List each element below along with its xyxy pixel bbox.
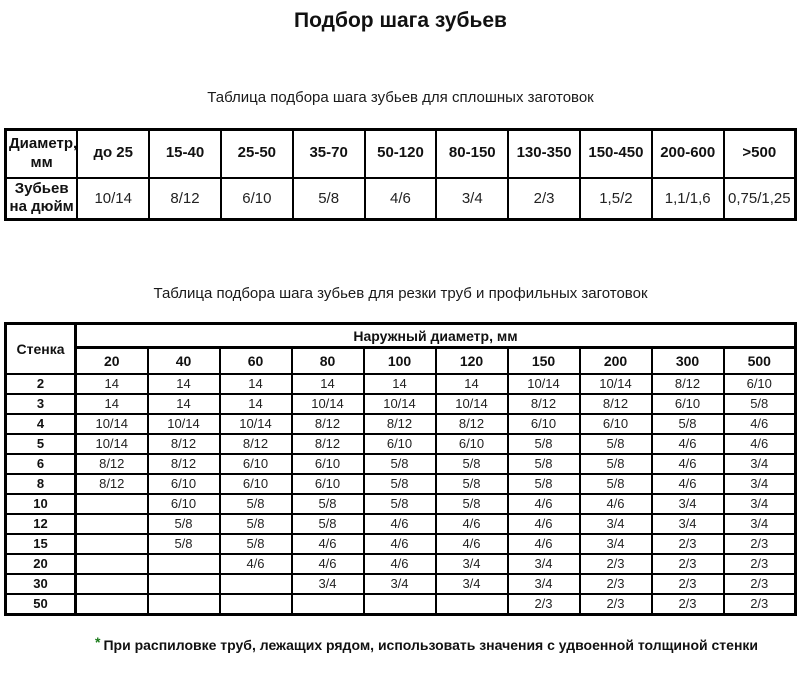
teeth-pitch-cell: 6/10 [148,474,220,494]
teeth-pitch-cell: 6/10 [508,414,580,434]
pipe-table-row [6,534,796,554]
teeth-pitch-cell: 5/8 [364,454,436,474]
teeth-pitch-cell: 5/8 [580,434,652,454]
teeth-pitch-cell: 4/6 [724,414,796,434]
teeth-pitch-cell: 6/10 [220,454,292,474]
outer-diameter-header: 60 [220,348,292,374]
teeth-pitch-cell: 6/10 [220,474,292,494]
outer-diameter-header: 80 [292,348,364,374]
diameter-range-header: 50-120 [365,130,437,178]
teeth-pitch-cell [76,594,148,615]
teeth-pitch-cell: 2/3 [652,594,724,615]
teeth-pitch-cell: 4/6 [220,554,292,574]
teeth-pitch-cell: 4/6 [508,514,580,534]
pipe-group-header-row [6,324,796,348]
teeth-pitch-cell: 8/12 [508,394,580,414]
teeth-pitch-cell: 5/8 [508,434,580,454]
wall-thickness-cell: 12 [6,514,76,534]
teeth-pitch-cell: 14 [364,374,436,394]
teeth-pitch-cell: 5/8 [652,414,724,434]
pipe-table-row [6,594,796,615]
wall-thickness-corner-header: Стенка [6,324,76,374]
teeth-pitch-cell [436,594,508,615]
teeth-pitch-cell: 5/8 [220,514,292,534]
teeth-pitch-cell: 5/8 [436,454,508,474]
teeth-pitch-cell: 5/8 [220,494,292,514]
teeth-pitch-cell: 14 [148,394,220,414]
pipe-table-row [6,514,796,534]
teeth-pitch-cell: 3/4 [580,514,652,534]
teeth-pitch-cell: 4/6 [292,534,364,554]
pipe-column-header-row [6,348,796,374]
diameter-range-header: 130-350 [508,130,580,178]
teeth-pitch-cell: 6/10 [364,434,436,454]
teeth-pitch-cell: 2/3 [580,594,652,615]
teeth-pitch-cell: 10/14 [220,414,292,434]
teeth-pitch-cell: 5/8 [148,514,220,534]
teeth-pitch-cell: 4/6 [364,534,436,554]
outer-diameter-header: 100 [364,348,436,374]
teeth-pitch-cell: 3/4 [508,574,580,594]
teeth-pitch-cell [220,594,292,615]
teeth-pitch-cell: 2/3 [724,534,796,554]
teeth-pitch-cell: 5/8 [508,454,580,474]
teeth-pitch-cell: 10/14 [148,414,220,434]
teeth-pitch-cell: 3/4 [724,494,796,514]
teeth-pitch-cell: 10/14 [77,178,149,220]
teeth-pitch-cell: 8/12 [436,414,508,434]
teeth-per-inch-row-header: Зубьев на дюйм [6,178,78,220]
teeth-pitch-cell: 6/10 [292,454,364,474]
diameter-range-header: 150-450 [580,130,652,178]
teeth-pitch-cell: 2/3 [652,534,724,554]
teeth-pitch-cell: 8/12 [76,474,148,494]
teeth-pitch-cell: 10/14 [76,414,148,434]
teeth-pitch-cell: 8/12 [364,414,436,434]
wall-thickness-cell: 2 [6,374,76,394]
teeth-pitch-cell [292,594,364,615]
teeth-pitch-cell: 1,5/2 [580,178,652,220]
teeth-pitch-cell: 4/6 [580,494,652,514]
teeth-pitch-cell [148,554,220,574]
teeth-pitch-cell: 4/6 [364,554,436,574]
teeth-pitch-cell: 2/3 [724,594,796,615]
pipe-table-head [6,324,796,374]
teeth-pitch-cell: 3/4 [364,574,436,594]
teeth-pitch-cell [76,574,148,594]
teeth-pitch-cell: 8/12 [220,434,292,454]
wall-thickness-cell: 5 [6,434,76,454]
teeth-pitch-cell: 14 [76,374,148,394]
teeth-pitch-cell: 2/3 [652,574,724,594]
teeth-pitch-cell: 4/6 [652,474,724,494]
diameter-range-header: до 25 [77,130,149,178]
teeth-pitch-cell: 5/8 [436,494,508,514]
teeth-pitch-cell [76,554,148,574]
outer-diameter-header: 120 [436,348,508,374]
teeth-pitch-cell: 8/12 [76,454,148,474]
teeth-pitch-cell: 10/14 [364,394,436,414]
teeth-pitch-cell: 5/8 [436,474,508,494]
pipe-table-row [6,454,796,474]
pipe-table-row [6,574,796,594]
pipe-table-row [6,434,796,454]
teeth-pitch-cell: 2/3 [580,574,652,594]
wall-thickness-cell: 30 [6,574,76,594]
wall-thickness-cell: 50 [6,594,76,615]
teeth-pitch-cell: 1,1/1,6 [652,178,724,220]
teeth-pitch-cell: 3/4 [724,454,796,474]
pipe-table-body [6,374,796,615]
teeth-pitch-cell: 10/14 [292,394,364,414]
pipe-profile-table [4,322,797,616]
teeth-pitch-cell: 2/3 [724,554,796,574]
teeth-pitch-cell [76,514,148,534]
teeth-pitch-cell: 4/6 [436,514,508,534]
teeth-pitch-cell: 3/4 [724,474,796,494]
diameter-range-header: >500 [724,130,796,178]
teeth-pitch-cell: 14 [220,394,292,414]
teeth-pitch-cell: 10/14 [436,394,508,414]
teeth-pitch-cell: 2/3 [652,554,724,574]
teeth-pitch-cell: 3/4 [724,514,796,534]
teeth-pitch-cell: 5/8 [148,534,220,554]
solid-workpiece-table [4,128,797,221]
footnote-text: При распиловке труб, лежащих рядом, использовать значения с удвоенной толщиной стенки [103,636,759,653]
pipe-table-caption: Таблица подбора шага зубьев для резки труб и профильных заготовок [153,285,648,302]
teeth-pitch-cell: 8/12 [148,434,220,454]
teeth-pitch-cell: 3/4 [436,178,508,220]
diameter-range-header: 35-70 [293,130,365,178]
teeth-pitch-cell [364,594,436,615]
solid-table-caption: Таблица подбора шага зубьев для сплошных заготовок [207,89,594,106]
diameter-row-header: Диаметр, мм [6,130,78,178]
teeth-pitch-cell: 4/6 [508,534,580,554]
teeth-pitch-cell: 6/10 [652,394,724,414]
teeth-pitch-cell: 14 [148,374,220,394]
solid-table-body [6,178,796,220]
teeth-pitch-cell: 3/4 [436,554,508,574]
diameter-range-header: 15-40 [149,130,221,178]
teeth-pitch-cell: 5/8 [220,534,292,554]
diameter-range-header: 80-150 [436,130,508,178]
teeth-pitch-cell: 8/12 [292,434,364,454]
teeth-pitch-cell: 4/6 [508,494,580,514]
teeth-pitch-cell: 14 [436,374,508,394]
teeth-pitch-cell: 4/6 [652,454,724,474]
wall-thickness-cell: 15 [6,534,76,554]
teeth-pitch-cell: 3/4 [580,534,652,554]
pipe-table-row [6,374,796,394]
wall-thickness-cell: 4 [6,414,76,434]
diameter-range-header: 200-600 [652,130,724,178]
teeth-pitch-cell: 5/8 [508,474,580,494]
teeth-pitch-cell [220,574,292,594]
teeth-pitch-cell [148,594,220,615]
teeth-pitch-cell: 6/10 [292,474,364,494]
teeth-pitch-cell: 10/14 [508,374,580,394]
teeth-pitch-cell: 8/12 [149,178,221,220]
teeth-pitch-cell: 4/6 [365,178,437,220]
wall-thickness-cell: 8 [6,474,76,494]
teeth-pitch-cell: 3/4 [652,494,724,514]
wall-thickness-cell: 20 [6,554,76,574]
wall-thickness-cell: 3 [6,394,76,414]
teeth-pitch-cell: 6/10 [580,414,652,434]
pipe-table-row [6,394,796,414]
teeth-pitch-cell: 8/12 [652,374,724,394]
pipe-table-row [6,414,796,434]
teeth-pitch-cell: 5/8 [292,514,364,534]
wall-thickness-cell: 6 [6,454,76,474]
teeth-pitch-cell: 14 [76,394,148,414]
teeth-pitch-cell: 4/6 [652,434,724,454]
wall-thickness-cell: 10 [6,494,76,514]
pipe-table-row [6,474,796,494]
teeth-pitch-cell: 5/8 [580,454,652,474]
teeth-pitch-cell: 3/4 [292,574,364,594]
outer-diameter-header: 300 [652,348,724,374]
teeth-pitch-cell: 14 [292,374,364,394]
outer-diameter-header: 150 [508,348,580,374]
teeth-pitch-cell: 4/6 [292,554,364,574]
teeth-pitch-cell: 0,75/1,25 [724,178,796,220]
teeth-pitch-cell: 5/8 [580,474,652,494]
outer-diameter-group-header: Наружный диаметр, мм [76,324,796,348]
diameter-range-header: 25-50 [221,130,293,178]
outer-diameter-header: 200 [580,348,652,374]
teeth-pitch-cell: 4/6 [724,434,796,454]
teeth-pitch-cell: 6/10 [436,434,508,454]
solid-table-head [6,130,796,178]
teeth-pitch-cell: 10/14 [580,374,652,394]
teeth-pitch-cell: 5/8 [364,494,436,514]
solid-data-row [6,178,796,220]
teeth-pitch-cell: 6/10 [221,178,293,220]
teeth-pitch-cell: 5/8 [364,474,436,494]
footnote [95,633,801,653]
pipe-table-row [6,494,796,514]
teeth-pitch-cell: 6/10 [148,494,220,514]
teeth-pitch-cell: 5/8 [292,494,364,514]
outer-diameter-header: 40 [148,348,220,374]
teeth-pitch-cell: 5/8 [724,394,796,414]
teeth-pitch-cell [148,574,220,594]
solid-header-row [6,130,796,178]
teeth-pitch-cell: 3/4 [436,574,508,594]
teeth-pitch-cell: 6/10 [724,374,796,394]
teeth-pitch-cell: 3/4 [508,554,580,574]
teeth-pitch-cell: 2/3 [580,554,652,574]
teeth-pitch-cell: 8/12 [580,394,652,414]
teeth-pitch-cell: 8/12 [292,414,364,434]
pipe-table-row [6,554,796,574]
teeth-pitch-cell: 2/3 [508,594,580,615]
outer-diameter-header: 500 [724,348,796,374]
teeth-pitch-cell [76,494,148,514]
teeth-pitch-cell: 2/3 [508,178,580,220]
teeth-pitch-cell: 4/6 [364,514,436,534]
teeth-pitch-cell: 4/6 [436,534,508,554]
teeth-pitch-cell [76,534,148,554]
teeth-pitch-cell: 3/4 [652,514,724,534]
teeth-pitch-cell: 14 [220,374,292,394]
teeth-pitch-cell: 8/12 [148,454,220,474]
teeth-pitch-cell: 10/14 [76,434,148,454]
teeth-pitch-cell: 2/3 [724,574,796,594]
outer-diameter-header: 20 [76,348,148,374]
teeth-pitch-cell: 5/8 [293,178,365,220]
footnote-asterisk: * [95,633,101,650]
page-title: Подбор шага зубьев [294,9,507,32]
